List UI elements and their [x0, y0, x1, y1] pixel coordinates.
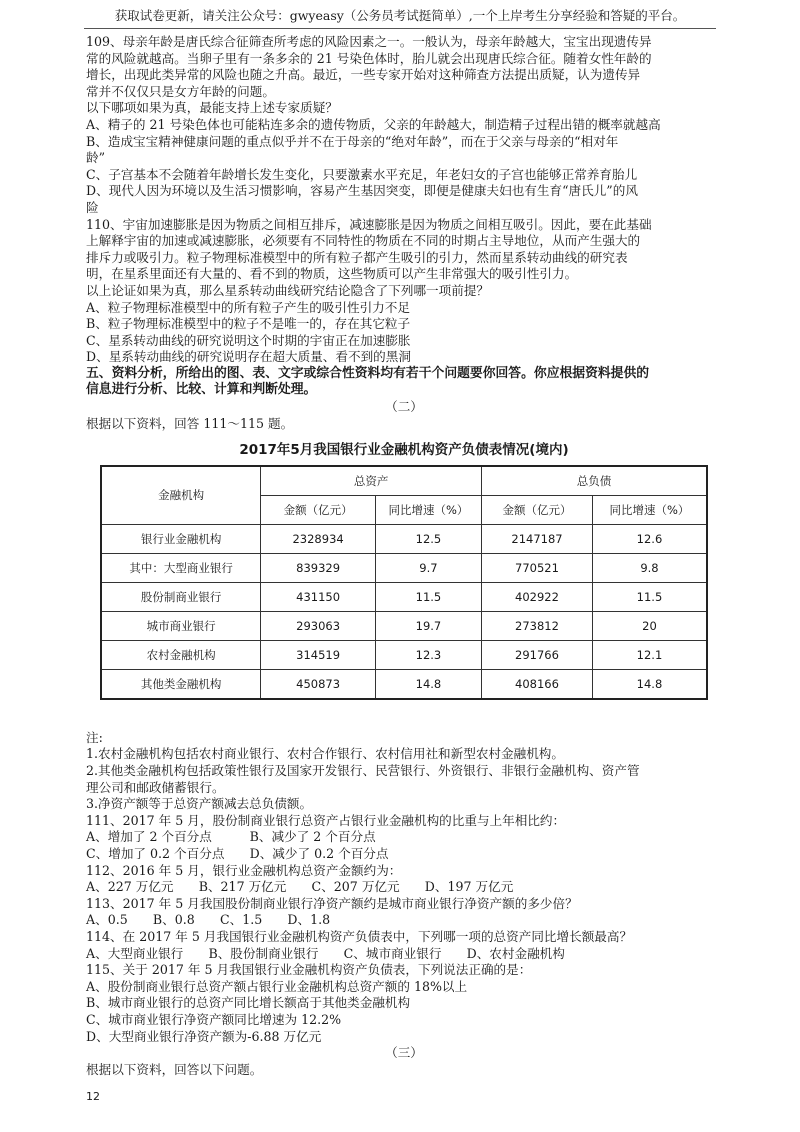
subheader-amount: 金额（亿元）: [482, 495, 593, 524]
question-stem: 115、关于 2017 年 5 月我国银行业金融机构资产负债表，下列说法正确的是：: [86, 962, 532, 978]
header-institution: 金融机构: [101, 466, 261, 525]
cell-institution: 城市商业银行: [101, 611, 261, 640]
text-line: 排斥力或吸引力。粒子物理标准模型中的所有粒子都产生吸引的引力，然而星系转动曲线的研究表: [86, 249, 628, 265]
header-divider: [84, 28, 716, 29]
question-stem: 114、在 2017 年 5 月我国银行业金融机构资产负债表中，下列哪一项的总资产同比增长额最高？: [86, 928, 633, 944]
header-notice: 获取试卷更新，请关注公众号：gwyeasy（公务员考试挺简单）,一个上岸考生分享经验和答疑的平台。: [114, 8, 686, 23]
text-line: 以上论证如果为真，那么星系转动曲线研究结论隐含了下列哪一项前提？: [86, 282, 489, 298]
text-line: 常并不仅仅只是女方年龄的问题。: [86, 83, 275, 99]
option-a: A、粒子物理标准模型中的所有粒子产生的吸引性引力不足: [86, 299, 410, 315]
options-row: A、增加了 2 个百分点 B、减少了 2 个百分点: [86, 829, 376, 845]
cell-institution: 其中：大型商业银行: [101, 553, 261, 582]
text-line: 上解释宇宙的加速或减速膨胀，必须要有不同特性的物质在不同的时期占主导地位，从而产生强大的: [86, 233, 641, 249]
cell-liabilities: 273812: [482, 611, 593, 640]
option-c: C、子宫基本不会随着年龄增长发生变化，只要激素水平充足，年老妇女的子宫也能够正常养育胎儿: [86, 166, 638, 182]
question-111: [86, 813, 722, 863]
option-b: B、城市商业银行的总资产同比增长额高于其他类金融机构: [86, 995, 411, 1011]
option-d: D、现代人因为环境以及生活习惯影响，容易产生基因突变，即便是健康夫妇也有生育“唐氏儿”的风: [86, 183, 638, 199]
cell-liabilities-growth: 12.6: [592, 524, 707, 553]
text-line: 增长，出现此类异常的风险也随之升高。最近，一些专家开始对这种筛查方法提出质疑，认为遗传异: [86, 67, 641, 83]
cell-liabilities-growth: 14.8: [592, 669, 707, 699]
cell-liabilities-growth: 12.1: [592, 640, 707, 669]
table-row: [101, 611, 707, 640]
table-title: 2017年5月我国银行业金融机构资产负债表情况(境内): [239, 442, 569, 459]
cell-institution: 其他类金融机构: [101, 669, 261, 699]
question-114: [86, 929, 722, 962]
header-total-assets: 总资产: [261, 466, 482, 496]
table-row: [101, 582, 707, 611]
option-c: C、城市商业银行净资产额同比增速为 12.2%: [86, 1011, 342, 1027]
option-d-cont: 险: [86, 199, 99, 215]
balance-sheet-table: [100, 465, 708, 700]
note-3: 3.净资产额等于总资产额减去总负债额。: [86, 796, 313, 812]
text-line: 以下哪项如果为真，最能支持上述专家质疑？: [86, 100, 338, 116]
cell-institution: 银行业金融机构: [101, 524, 261, 553]
subheader-amount: 金额（亿元）: [261, 495, 376, 524]
option-a: A、股份制商业银行总资产额占银行业金融机构总资产额的 18%以上: [86, 978, 468, 994]
option-a: A、精子的 21 号染色体也可能粘连多余的遗传物质，父亲的年龄越大，制造精子过程出错的概率就越高: [86, 116, 661, 132]
question-113: [86, 896, 722, 929]
note-2: 2.其他类金融机构包括政策性银行及国家开发银行、民营银行、外资银行、非银行金融机构、资产管: [86, 763, 640, 779]
cell-assets: 431150: [261, 582, 376, 611]
part-label: （二）: [385, 399, 423, 415]
option-b: B、粒子物理标准模型中的粒子不是唯一的，存在其它粒子: [86, 316, 411, 332]
cell-assets: 450873: [261, 669, 376, 699]
note-1: 1.农村金融机构包括农村商业银行、农村合作银行、农村信用社和新型农村金融机构。: [86, 746, 564, 762]
page-number: 12: [86, 1090, 100, 1103]
options-row: A、大型商业银行 B、股份制商业银行 C、城市商业银行 D、农村金融机构: [86, 945, 565, 961]
cell-assets-growth: 12.3: [375, 640, 481, 669]
cell-assets-growth: 19.7: [375, 611, 481, 640]
header-total-liabilities: 总负债: [482, 466, 707, 496]
question-stem: 113、2017 年 5 月我国股份制商业银行净资产额约是城市商业银行净资产额的多少倍？: [86, 895, 578, 911]
part-intro: 根据以下资料，回答 111～115 题。: [86, 415, 294, 431]
option-d: D、大型商业银行净资产额为-6.88 万亿元: [86, 1028, 322, 1044]
part-label: （三）: [385, 1045, 423, 1061]
option-b: B、造成宝宝精神健康问题的重点似乎并不在于母亲的“绝对年龄”，而在于父亲与母亲的“相对年: [86, 133, 619, 149]
table-row: [101, 669, 707, 699]
cell-assets: 314519: [261, 640, 376, 669]
cell-institution: 农村金融机构: [101, 640, 261, 669]
page-content: [86, 34, 722, 1078]
text-line: 109、母亲年龄是唐氏综合征筛查所考虑的风险因素之一。一般认为，母亲年龄越大，宝宝出现遗传异: [86, 34, 652, 49]
cell-liabilities: 291766: [482, 640, 593, 669]
cell-liabilities: 402922: [482, 582, 593, 611]
subheader-growth: 同比增速（%）: [592, 495, 707, 524]
cell-liabilities: 770521: [482, 553, 593, 582]
options-row: A、227 万亿元 B、217 万亿元 C、207 万亿元 D、197 万亿元: [86, 879, 514, 895]
question-stem: 112、2016 年 5 月，银行业金融机构总资产金额约为：: [86, 862, 402, 878]
cell-assets-growth: 14.8: [375, 669, 481, 699]
cell-liabilities-growth: 9.8: [592, 553, 707, 582]
options-row: C、增加了 0.2 个百分点 D、减少了 0.2 个百分点: [86, 846, 389, 861]
options-row: A、0.5 B、0.8 C、1.5 D、1.8: [86, 912, 331, 928]
question-109: [86, 34, 722, 217]
cell-assets: 293063: [261, 611, 376, 640]
part-intro: 根据以下资料，回答以下问题。: [86, 1061, 263, 1077]
cell-assets: 839329: [261, 553, 376, 582]
option-b-cont: 龄”: [86, 150, 106, 166]
cell-liabilities: 408166: [482, 669, 593, 699]
question-110: [86, 217, 722, 366]
text-line: 明，在星系里面还有大量的、看不到的物质，这些物质可以产生非常强大的吸引性引力。: [86, 266, 578, 282]
table-notes: [86, 730, 722, 813]
cell-assets: 2328934: [261, 524, 376, 553]
question-stem: 111、2017 年 5 月，股份制商业银行总资产占银行业金融机构的比重与上年相比约：: [86, 812, 566, 828]
cell-liabilities-growth: 11.5: [592, 582, 707, 611]
option-d: D、星系转动曲线的研究说明存在超大质量、看不到的黑洞: [86, 349, 411, 365]
option-c: C、星系转动曲线的研究说明这个时期的宇宙正在加速膨胀: [86, 332, 411, 348]
cell-liabilities: 2147187: [482, 524, 593, 553]
cell-assets-growth: 11.5: [375, 582, 481, 611]
note-2-cont: 理公司和邮政储蓄银行。: [86, 779, 225, 795]
subheader-growth: 同比增速（%）: [375, 495, 481, 524]
text-line: 110、宇宙加速膨胀是因为物质之间相互排斥，减速膨胀是因为物质之间相互吸引。因此，要在此基础: [86, 216, 652, 232]
table-row: [101, 553, 707, 582]
cell-assets-growth: 12.5: [375, 524, 481, 553]
section-heading-cont: 信息进行分析、比较、计算和判断处理。: [86, 382, 317, 398]
question-115: [86, 962, 722, 1045]
section-heading: 五、资料分析，所给出的图、表、文字或综合性资料均有若干个问题要你回答。你应根据资料提供的: [86, 365, 650, 381]
cell-institution: 股份制商业银行: [101, 582, 261, 611]
cell-liabilities-growth: 20: [592, 611, 707, 640]
cell-assets-growth: 9.7: [375, 553, 481, 582]
notes-label: 注:: [86, 729, 103, 745]
table-header-row: [101, 466, 707, 496]
text-line: 常的风险就越高。当卵子里有一条多余的 21 号染色体时，胎儿就会出现唐氏综合征。随着女性年龄的: [86, 50, 652, 66]
table-row: [101, 640, 707, 669]
table-row: [101, 524, 707, 553]
question-112: [86, 863, 722, 896]
